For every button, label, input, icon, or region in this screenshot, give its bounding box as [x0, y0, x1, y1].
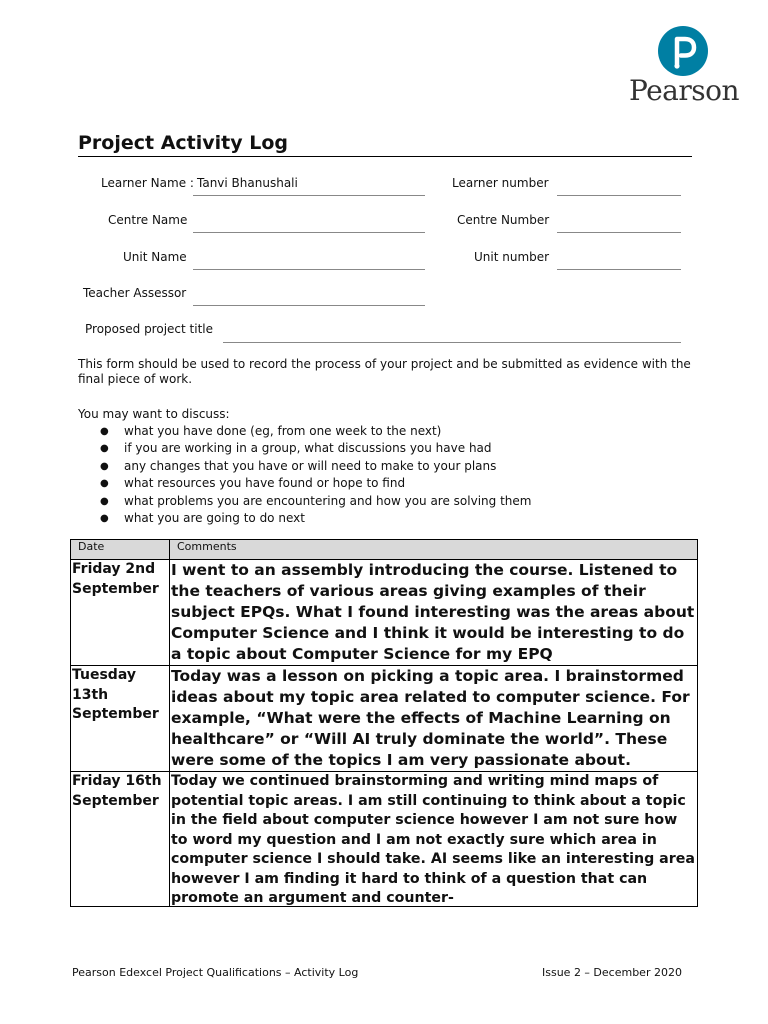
table-row: [71, 666, 698, 772]
entry-date: Tuesday 13th September: [71, 666, 170, 772]
centre-name-field[interactable]: [193, 232, 425, 233]
learner-name-line: [193, 195, 425, 196]
learner-number-label: Learner number: [452, 176, 549, 190]
intro-text: This form should be used to record the process of your project and be submitted as evidence with the final piece of work.: [78, 357, 691, 386]
learner-name-value[interactable]: Tanvi Bhanushali: [197, 176, 298, 190]
learner-number-field[interactable]: [557, 195, 681, 196]
list-item: ● any changes that you have or will need to make to your plans: [78, 458, 531, 475]
unit-number-label: Unit number: [474, 250, 550, 264]
entry-comment[interactable]: I went to an assembly introducing the course. Listened to the teachers of various areas giving examples of their subject EPQs. What I found interesting was the areas about Computer Science and I think it would be interesting to do a topic about Computer Science for my EPQ: [170, 560, 698, 666]
unit-number-field[interactable]: [557, 269, 681, 270]
list-item: ● what you are going to do next: [78, 510, 531, 527]
list-item: ● if you are working in a group, what discussions you have had: [78, 440, 531, 457]
proposed-title-label: Proposed project title: [85, 322, 213, 336]
learner-name-label: Learner Name :: [101, 176, 194, 190]
centre-number-label: Centre Number: [457, 213, 550, 227]
pearson-logo: [622, 22, 746, 106]
entry-comment[interactable]: Today was a lesson on picking a topic area. I brainstormed ideas about my topic area related to computer science. For example, “What were the effects of Machine Learning on healthcare” or “Will AI truly dominate the world”. These were some of the topics I am very passionate about.: [170, 666, 698, 772]
entry-comment-cell: [170, 772, 698, 907]
table-header-row: [71, 540, 698, 560]
bullet-icon: ●: [100, 443, 109, 455]
list-item: ● what problems you are encountering and how you are solving them: [78, 493, 531, 510]
comments-column-header: Comments: [170, 540, 698, 560]
teacher-assessor-label: Teacher Assessor: [83, 286, 187, 300]
date-column-header: Date: [71, 540, 170, 560]
discussion-list: [78, 423, 531, 527]
entry-date: Friday 16th September: [71, 772, 170, 907]
activity-log-table: [70, 539, 698, 907]
bullet-icon: ●: [100, 478, 109, 490]
bullet-icon: ●: [100, 495, 109, 507]
table-row: [71, 560, 698, 666]
bullet-icon: ●: [100, 460, 109, 472]
list-item: ● what you have done (eg, from one week to the next): [78, 423, 531, 440]
page-title: Project Activity Log: [78, 132, 692, 157]
proposed-title-field[interactable]: [223, 342, 681, 343]
footer-left: Pearson Edexcel Project Qualifications – Activity Log: [72, 966, 359, 979]
entry-date: Friday 2nd September: [71, 560, 170, 666]
unit-name-label: Unit Name: [123, 250, 187, 264]
discuss-heading: You may want to discuss:: [78, 407, 230, 421]
teacher-assessor-field[interactable]: [193, 305, 425, 306]
centre-name-label: Centre Name: [108, 213, 188, 227]
footer-right: Issue 2 – December 2020: [542, 966, 682, 979]
table-row: [71, 772, 698, 907]
list-item: ● what resources you have found or hope to find: [78, 475, 531, 492]
bullet-icon: ●: [100, 426, 109, 437]
unit-name-field[interactable]: [193, 269, 425, 270]
logo-wordmark: Pearson: [629, 74, 739, 107]
centre-number-field[interactable]: [557, 232, 681, 233]
entry-comment[interactable]: Today we continued brainstorming and writing mind maps of potential topic areas. I am still continuing to think about a topic in the field about computer science however I am not sure how to word my question and I am not exactly sure which area in computer science I should take. AI seems like an interesting area however I am finding it hard to think of a question that can promote an argument and counter-: [171, 773, 695, 906]
pearson-p-icon: [658, 26, 708, 76]
bullet-icon: ●: [100, 512, 109, 524]
